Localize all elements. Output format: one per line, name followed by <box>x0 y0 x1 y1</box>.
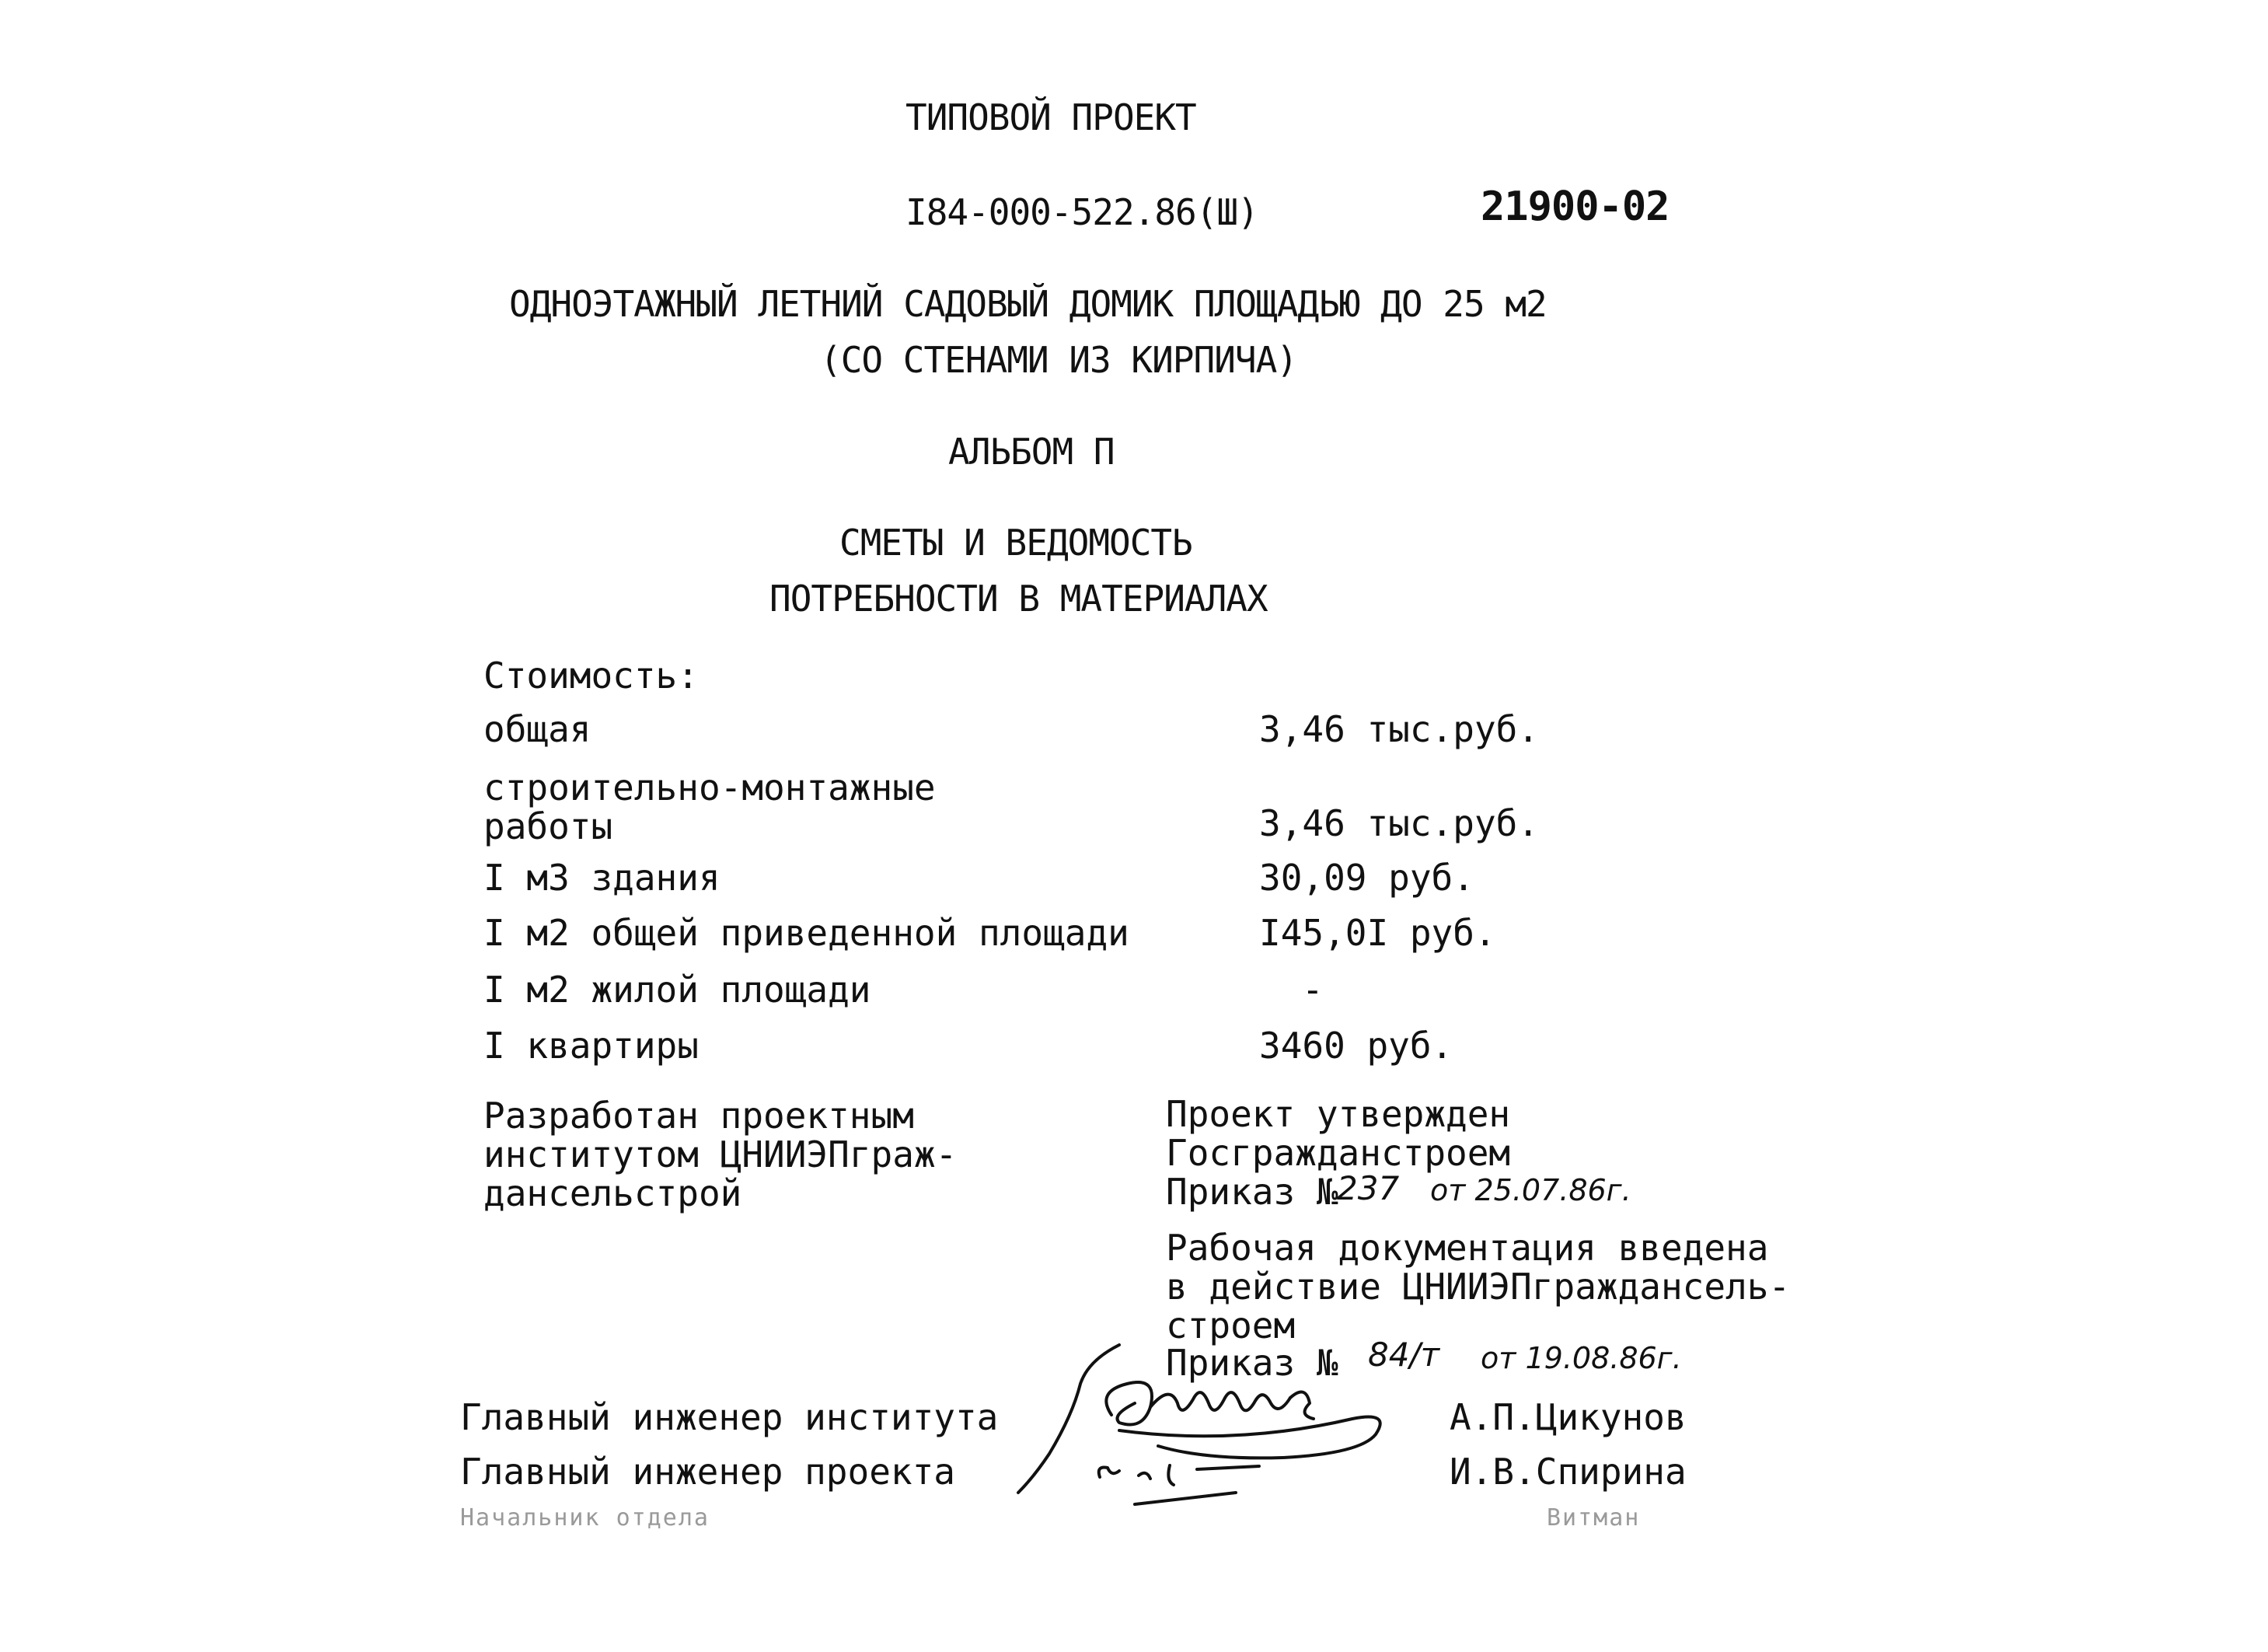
cost-label-per-apartment: I квартиры <box>483 1025 699 1067</box>
approval-line-2: Госгражданстроем <box>1166 1132 1511 1174</box>
album-title-line-1: СМЕТЫ И ВЕДОМОСТЬ <box>839 522 1192 564</box>
enactment-order-number: 84/т <box>1368 1336 1440 1374</box>
cost-value-per-m3: 30,09 руб. <box>1259 857 1474 899</box>
approval-line-1: Проект утвержден <box>1166 1093 1511 1135</box>
signature-name-institute: А.П.Цикунов <box>1450 1396 1687 1438</box>
faded-footer-left: Начальник отдела <box>460 1504 710 1532</box>
cost-heading: Стоимость: <box>483 655 699 697</box>
cost-label-per-m3: I м3 здания <box>483 857 721 899</box>
cost-label-total: общая <box>483 708 591 750</box>
enactment-order-label: Приказ № <box>1166 1342 1338 1384</box>
cost-label-per-m2-total: I м2 общей приведенной площади <box>483 912 1129 954</box>
signature-role-institute: Главный инженер института <box>460 1396 999 1438</box>
enactment-text: Рабочая документация введена в действие ЦНИИЭПгражданcель- строем <box>1166 1227 1791 1346</box>
cost-label-construction: строительно-монтажные работы <box>483 767 936 847</box>
signature-name-project: И.В.Спирина <box>1450 1451 1687 1493</box>
inventory-number: 21900-02 <box>1481 183 1670 230</box>
album-number: АЛЬБОМ П <box>948 431 1115 473</box>
cost-value-construction: 3,46 тыс.руб. <box>1259 802 1540 844</box>
signature-role-project: Главный инженер проекта <box>460 1451 955 1493</box>
title-line-2: (СО СТЕНАМИ ИЗ КИРПИЧА) <box>820 339 1297 381</box>
approval-order-date: от 25.07.86г. <box>1430 1173 1631 1207</box>
signature-scribble-icon <box>1003 1329 1407 1516</box>
cost-label-per-m2-living: I м2 жилой площади <box>483 969 871 1011</box>
doc-type: ТИПОВОЙ ПРОЕКТ <box>905 96 1196 138</box>
cost-value-per-apartment: 3460 руб. <box>1259 1025 1453 1067</box>
faded-footer-right: Витман <box>1547 1504 1641 1532</box>
project-code: I84-000-522.86(Ш) <box>905 191 1258 233</box>
title-line-1: ОДНОЭТАЖНЫЙ ЛЕТНИЙ САДОВЫЙ ДОМИК ПЛОЩАДЬЮ ДО 25 м2 <box>509 283 1547 325</box>
cost-value-per-m2-total: I45,0I руб. <box>1259 912 1496 954</box>
album-title-line-2: ПОТРЕБНОСТИ В МАТЕРИАЛАХ <box>769 578 1268 620</box>
cost-value-per-m2-living: - <box>1302 969 1324 1011</box>
approval-order-label: Приказ № <box>1166 1171 1338 1213</box>
developer-text: Разработан проектным институтом ЦНИИЭПграж- дансельстрой <box>483 1095 958 1214</box>
enactment-order-date: от 19.08.86г. <box>1481 1341 1682 1375</box>
cost-value-total: 3,46 тыс.руб. <box>1259 708 1540 750</box>
approval-order-number: 237 <box>1337 1169 1400 1207</box>
